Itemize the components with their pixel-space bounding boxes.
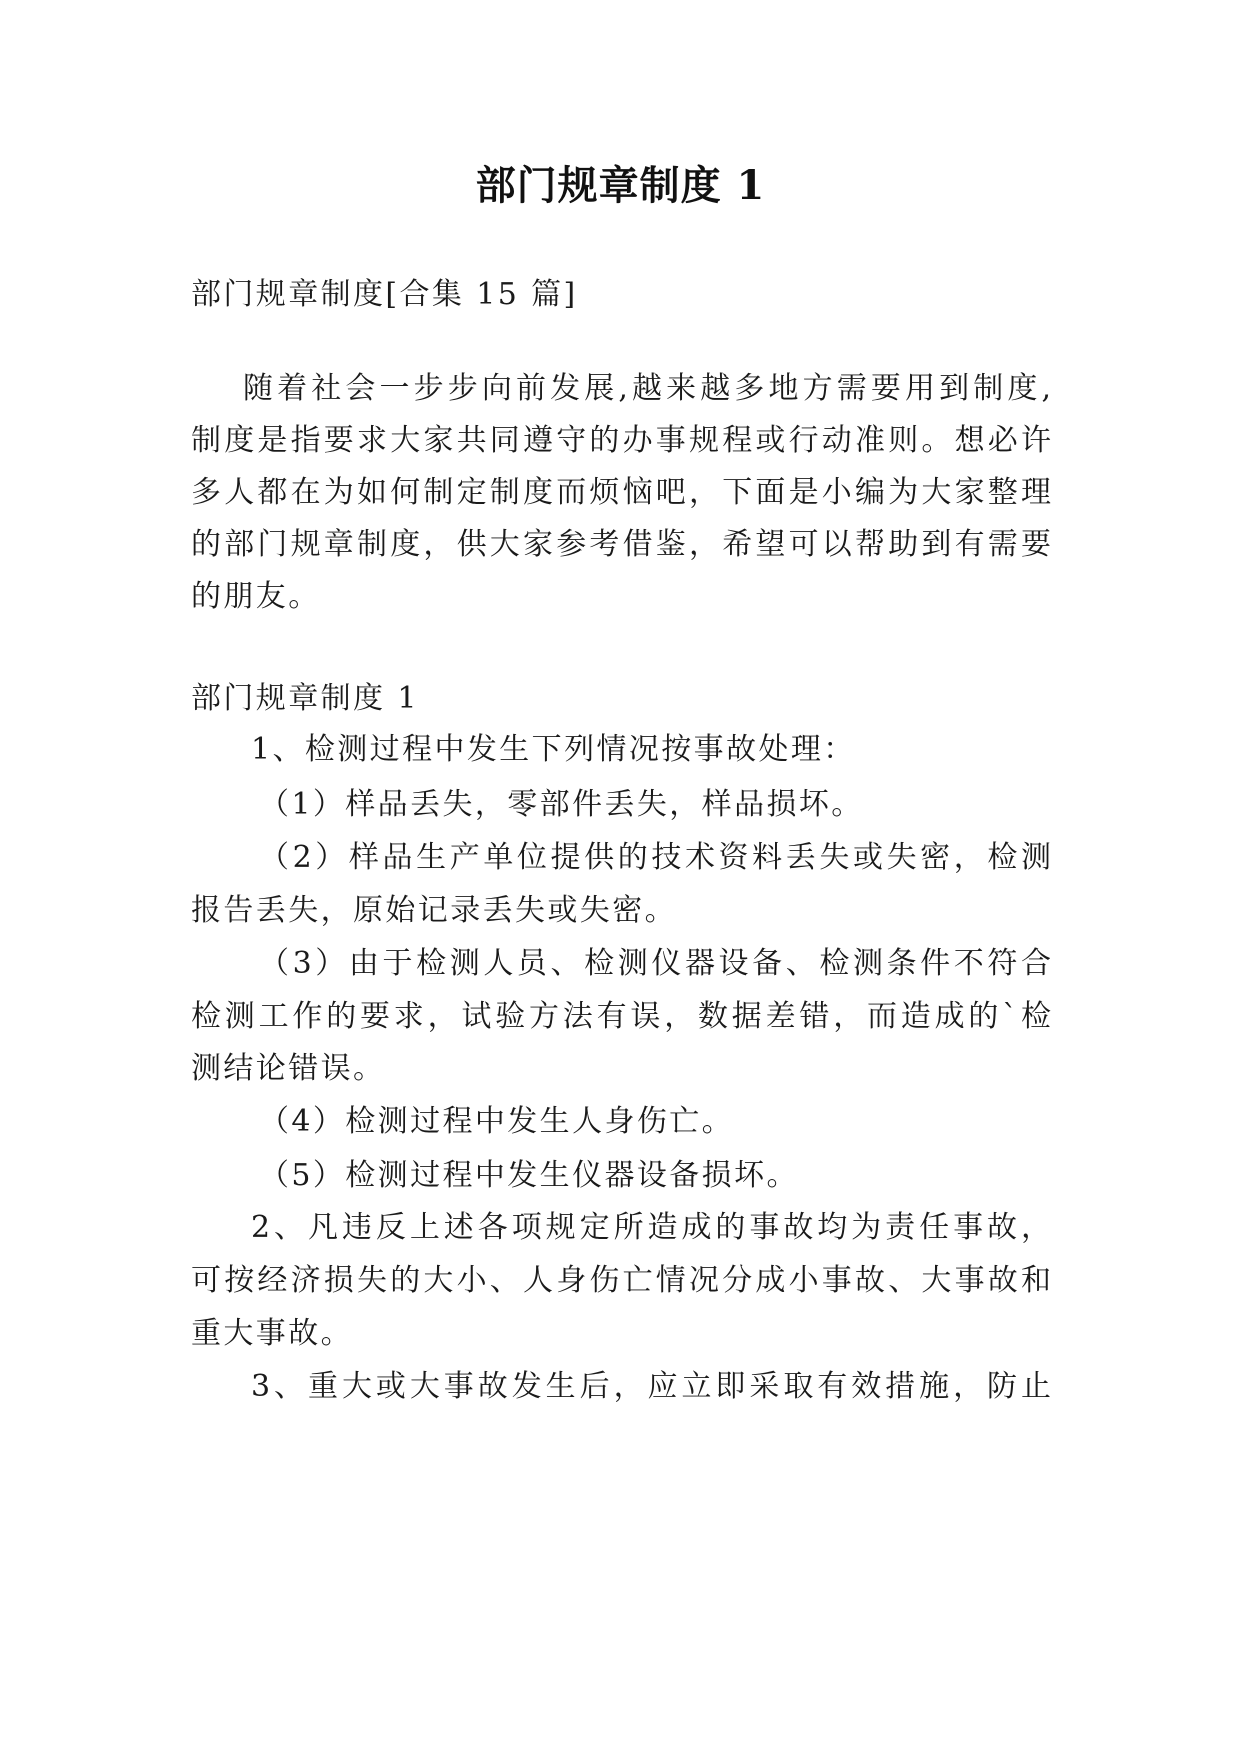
body-line: 测结论错误。: [191, 1051, 386, 1086]
body-line: （1）样品丢失，零部件丢失，样品损坏。: [259, 787, 864, 822]
intro-line: 制度是指要求大家共同遵守的办事规程或行动准则。想必许: [191, 423, 1051, 458]
body-line: 重大事故。: [191, 1316, 353, 1351]
document-title: 部门规章制度 1: [475, 162, 766, 209]
body-line: 报告丢失，原始记录丢失或失密。: [191, 893, 677, 928]
section-heading: 部门规章制度 1: [191, 681, 419, 716]
intro-line: 的朋友。: [191, 579, 321, 614]
intro-line: 随着社会一步步向前发展,越来越多地方需要用到制度,: [243, 371, 1051, 406]
body-line: （5）检测过程中发生仪器设备损坏。: [259, 1158, 799, 1193]
body-line: （4）检测过程中发生人身伤亡。: [259, 1104, 735, 1139]
intro-line: 多人都在为如何制定制度而烦恼吧，下面是小编为大家整理: [191, 475, 1051, 510]
body-line: 1、检测过程中发生下列情况按事故处理：: [251, 732, 856, 767]
document-subtitle: 部门规章制度[合集 15 篇]: [191, 277, 578, 312]
body-line: （2）样品生产单位提供的技术资料丢失或失密，检测: [259, 840, 1051, 875]
intro-line: 的部门规章制度，供大家参考借鉴，希望可以帮助到有需要: [191, 527, 1051, 562]
body-line: 可按经济损失的大小、人身伤亡情况分成小事故、大事故和: [191, 1263, 1051, 1298]
body-line: 3、重大或大事故发生后，应立即采取有效措施，防止: [251, 1369, 1051, 1404]
body-line: （3）由于检测人员、检测仪器设备、检测条件不符合: [259, 946, 1051, 981]
body-line: 检测工作的要求，试验方法有误，数据差错，而造成的`检: [191, 999, 1051, 1034]
body-line: 2、凡违反上述各项规定所造成的事故均为责任事故，: [251, 1210, 1051, 1245]
